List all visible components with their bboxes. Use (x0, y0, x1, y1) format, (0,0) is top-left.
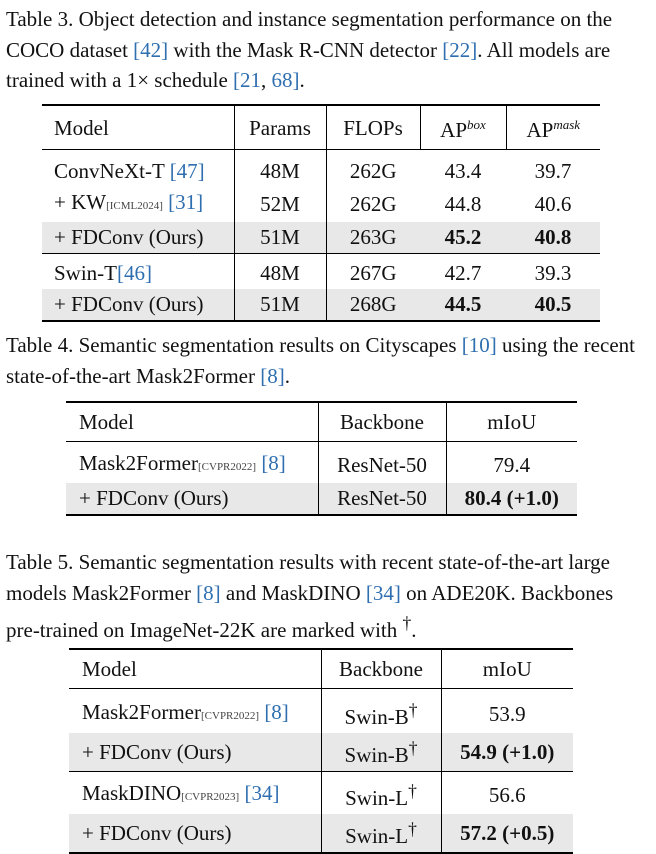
header-miou: mIoU (441, 649, 573, 689)
table4-caption: Table 4. Semantic segmentation results on Cityscapes [10] using the recent state-of-the-art Mask2Former [8]. (6, 333, 635, 388)
header-flops: FLOPs (326, 105, 420, 150)
table-row-highlighted: + FDConv (Ours) 51M 263G 45.2 40.8 (42, 222, 600, 254)
table5-caption: Table 5. Semantic segmentation results with recent state-of-the-art large models Mask2Former [8] and MaskDINO [34] on ADE20K. Backbones pre-trained on ImageNet-22K are marked with †. (6, 550, 614, 642)
table3-caption: Table 3. Object detection and instance segmentation performance on the COCO dataset [42] with the Mask R-CNN detector [22]. All models are trained with a 1× schedule [21, 68]. (6, 7, 613, 92)
table5 (69, 648, 573, 854)
citation-link[interactable]: [8] (264, 699, 289, 724)
table-row: ConvNeXt-T [47] 48M 262G 43.4 39.7 (42, 150, 600, 188)
citation-link[interactable]: [46] (117, 261, 152, 285)
header-model: Model (66, 402, 318, 442)
table-row: MaskDINO[CVPR2023] [34] Swin-L† 56.6 (69, 772, 573, 815)
table-row: Mask2Former[CVPR2022] [8] Swin-B† 53.9 (69, 689, 573, 734)
table-row: Swin-T[46] 48M 267G 42.7 39.3 (42, 254, 600, 290)
citation-link[interactable]: [47] (169, 159, 205, 183)
table-row-highlighted: + FDConv (Ours) ResNet-50 80.4 (+1.0) (66, 483, 577, 515)
citation-link[interactable]: [8] (196, 580, 221, 605)
citation-link[interactable]: [8] (260, 363, 285, 388)
table4 (66, 401, 577, 516)
citation-link[interactable]: [10] (461, 333, 497, 357)
header-miou: mIoU (446, 402, 577, 442)
header-ap-mask: $AP^{mask}$ (506, 105, 600, 150)
table-row-highlighted: + FDConv (Ours) Swin-L† 57.2 (+0.5) (69, 814, 573, 853)
citation-link[interactable]: [34] (244, 780, 280, 805)
citation-link[interactable]: [42] (133, 37, 169, 62)
table3 (42, 104, 600, 322)
header-model: Model (69, 649, 321, 689)
citation-link[interactable]: [8] (261, 451, 286, 475)
table-row: + KW[ICML2024] [31] 52M 262G 44.8 40.6 (42, 187, 600, 222)
citation-link[interactable]: [34] (365, 580, 401, 605)
header-params: Params (234, 105, 326, 150)
header-ap-box: $AP^{box}$ (420, 105, 506, 150)
table-row: Mask2Former[CVPR2022] [8] ResNet-50 79.4 (66, 442, 577, 484)
header-backbone: Backbone (321, 649, 441, 689)
header-backbone: Backbone (318, 402, 446, 442)
citation-link[interactable]: [22] (442, 37, 478, 62)
table-row-highlighted: + FDConv (Ours) 51M 268G 44.5 40.5 (42, 289, 600, 321)
table-row-highlighted: + FDConv (Ours) Swin-B† 54.9 (+1.0) (69, 733, 573, 772)
header-model: Model (42, 105, 234, 150)
citation-link[interactable]: [31] (168, 190, 204, 214)
citation-link[interactable]: [21 (233, 68, 262, 92)
citation-link[interactable]: 68] (271, 68, 300, 92)
